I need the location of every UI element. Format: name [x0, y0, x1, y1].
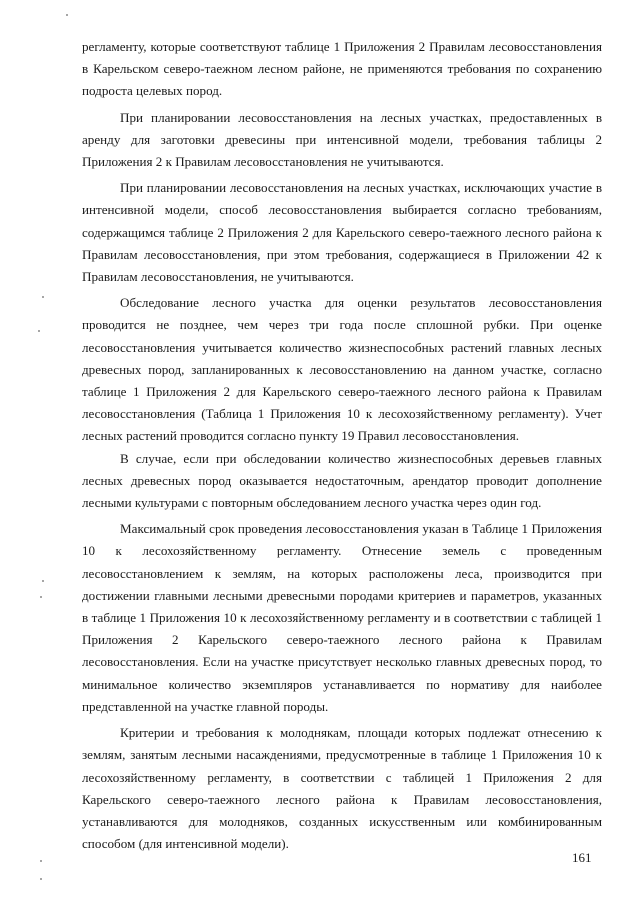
scan-speck: [40, 860, 42, 862]
document-body: [82, 36, 602, 855]
scan-speck: [42, 296, 44, 298]
paragraph: При планировании лесовосстановления на лесных участках, исключающих участие в интенсивной модели, способ лесовосстановления выбирается согласно требованиям, содержащимся таблице 2 Приложения 2 для Карельского северо-таежного лесного района к Правилам лесовосстановления, при этом требования, содержащиеся в Приложении 42 к Правилам лесовосстановления, не учитываются.: [82, 180, 602, 285]
paragraph: регламенту, которые соответствуют таблице 1 Приложения 2 Правилам лесовосстановления в Карельском северо-таежном лесном районе, не применяются требования по сохранению подроста целевых пород.: [82, 39, 602, 99]
scan-speck: [42, 580, 44, 582]
paragraph: Максимальный срок проведения лесовосстановления указан в Таблице 1 Приложения 10 к лесохозяйственному регламенту. Отнесение земель с проведенным лесовосстановлением к землям, на которых расположены леса, производится при достижении главными лесными древесными породами критериев и параметров, указанных в таблице 1 Приложения 10 к лесохозяйственному регламенту и в соответствии с таблицей 1 Приложения 2 Карельского северо-таежного лесного района к Правилам лесовосстановления. Если на участке присутствует несколько главных древесных пород, то минимальное количество экземпляров устанавливается по нормативу для наиболее представленной на участке главной породы.: [82, 521, 602, 714]
paragraph: Обследование лесного участка для оценки результатов лесовосстановления проводится не позднее, чем через три года после сплошной рубки. При оценке лесовосстановления учитывается количество жизнеспособных растений главных лесных древесных пород, запланированных к лесовосстановлению на данном участке, согласно таблице 1 Приложения 2 для Карельского северо-таежного лесного района к Правилам лесовосстановления (Таблица 1 Приложения 10 к лесохозяйственному регламенту). Учет лесных растений проводится согласно пункту 19 Правил лесовосстановления.: [82, 295, 602, 444]
scan-speck: [38, 330, 40, 332]
scan-speck: [66, 14, 68, 16]
paragraph: В случае, если при обследовании количество жизнеспособных деревьев главных лесных древесных пород оказывается недостаточным, арендатор проводит дополнение лесными культурами с повторным обследованием лесного участка через один год.: [82, 450, 602, 511]
paragraph: Критерии и требования к молоднякам, площади которых подлежат отнесению к землям, занятым лесными насаждениями, предусмотренные в таблице 1 Приложения 10 к лесохозяйственному регламенту, в соответствии с таблицей 1 Приложения 2 для Карельского северо-таежного лесного района к Правилам лесовосстановления, устанавливаются для молодняков, созданных искусственным или комбинированным способом (для интенсивной модели).: [82, 725, 602, 852]
paragraph: При планировании лесовосстановления на лесных участках, предоставленных в аренду для заготовки древесины при интенсивной модели, требования таблицы 2 Приложения 2 к Правилам лесовосстановления не учитываются.: [82, 109, 602, 170]
page-number: 161: [572, 850, 592, 865]
scan-speck: [40, 878, 42, 880]
scan-speck: [40, 596, 42, 598]
